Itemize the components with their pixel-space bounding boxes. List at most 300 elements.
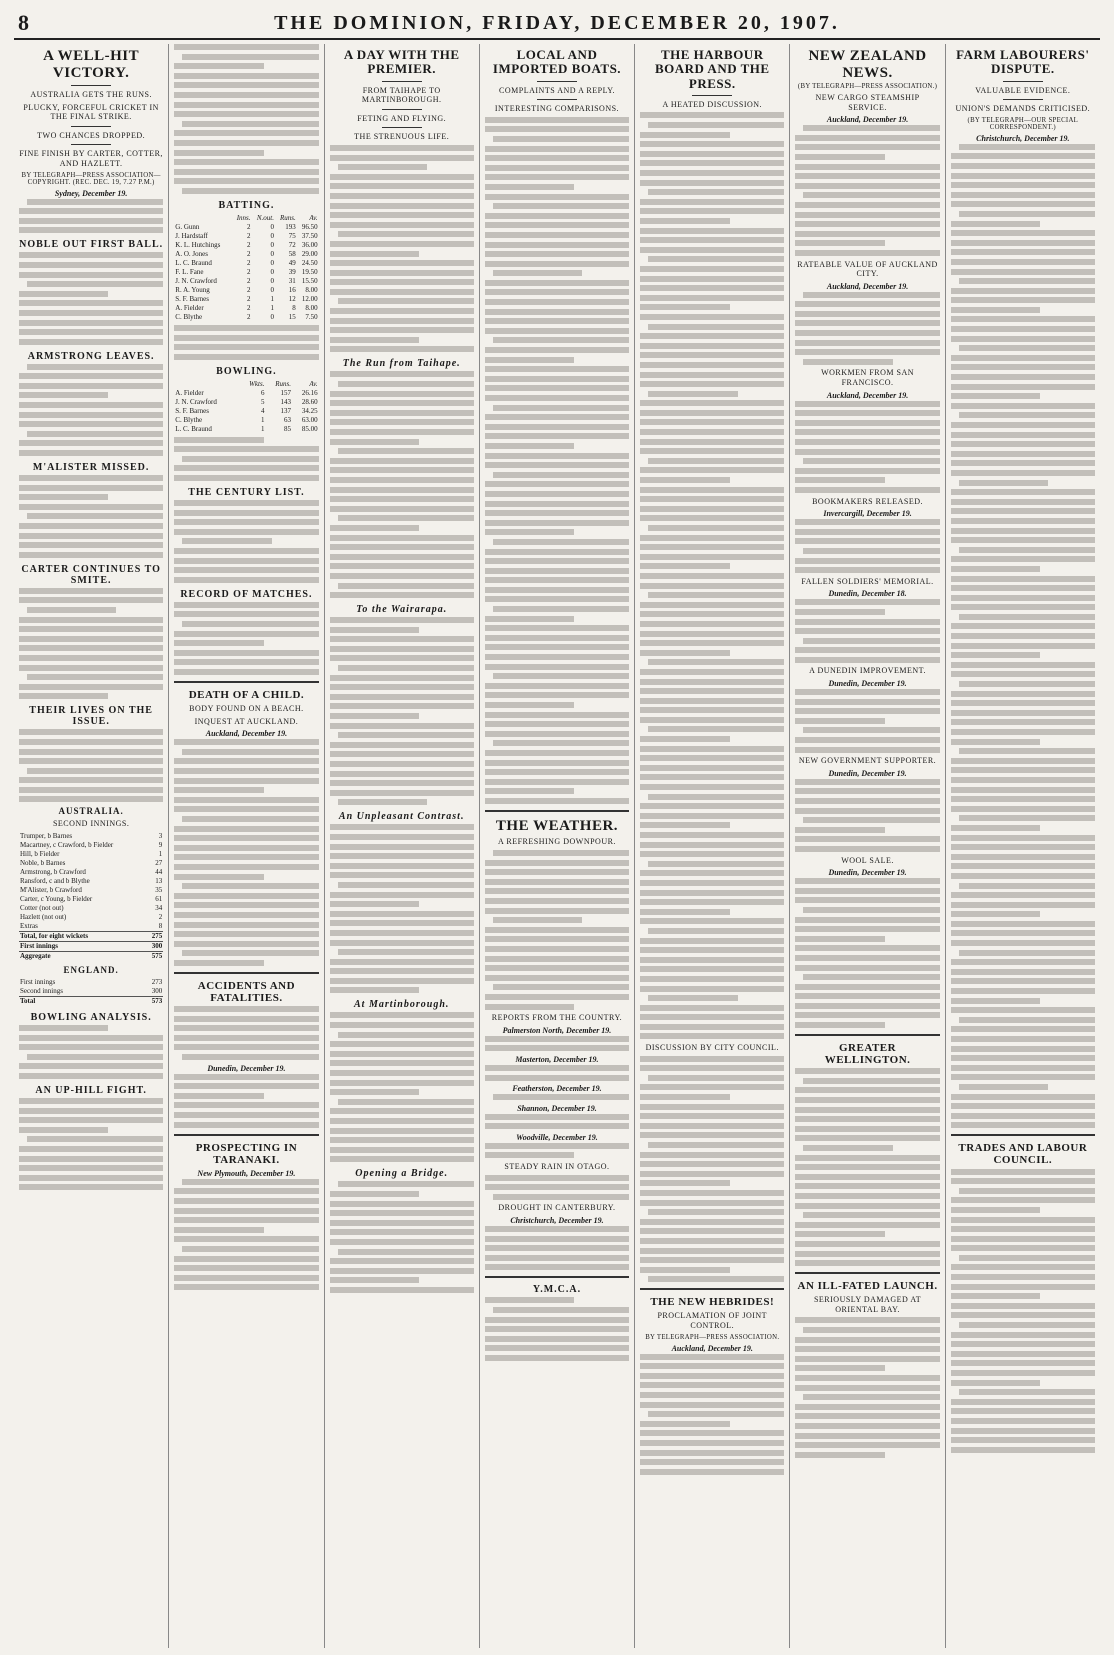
text-line bbox=[485, 721, 629, 727]
launch-subhead: SERIOUSLY DAMAGED AT ORIENTAL BAY. bbox=[813, 1295, 922, 1314]
launch-head: AN ILL-FATED LAUNCH. bbox=[797, 1280, 938, 1293]
text-line bbox=[330, 1277, 419, 1283]
text-line bbox=[795, 420, 939, 426]
text-line bbox=[19, 300, 163, 306]
text-line bbox=[330, 563, 474, 569]
text-line bbox=[485, 184, 574, 190]
text-line bbox=[19, 729, 163, 735]
text-line bbox=[330, 487, 474, 493]
text-line bbox=[174, 1188, 318, 1194]
text-line bbox=[640, 1450, 784, 1456]
text-line bbox=[951, 787, 1095, 793]
text-line bbox=[330, 1268, 474, 1274]
text-line bbox=[174, 631, 318, 637]
text-line bbox=[330, 260, 474, 266]
text-line bbox=[951, 854, 1095, 860]
text-line bbox=[174, 73, 318, 79]
text-line bbox=[640, 890, 784, 896]
text-line bbox=[485, 750, 629, 756]
text-line bbox=[174, 826, 318, 832]
text-line bbox=[174, 1284, 318, 1290]
text-line bbox=[640, 1219, 784, 1225]
text-line bbox=[330, 477, 474, 483]
drought-head: DROUGHT IN CANTERBURY. bbox=[498, 1203, 616, 1213]
text-line bbox=[951, 1103, 1095, 1109]
nz-section-5: FALLEN SOLDIERS' MEMORIAL. bbox=[801, 576, 934, 586]
hebrides-dateline: Auckland, December 19. bbox=[671, 1343, 753, 1353]
text-line bbox=[640, 343, 784, 349]
nz-dateline-8: Dunedin, December 19. bbox=[828, 868, 907, 878]
text-line bbox=[174, 778, 318, 784]
text-line bbox=[174, 787, 263, 793]
column-4-boats-weather bbox=[479, 44, 634, 1648]
nz-dateline-2: Auckland, December 19. bbox=[826, 281, 909, 291]
stat-row: F. L. Fane 2 0 39 19.50 bbox=[175, 267, 318, 276]
text-line bbox=[174, 758, 318, 764]
text-line bbox=[19, 475, 163, 481]
text-line bbox=[174, 140, 318, 146]
text-line bbox=[485, 946, 629, 952]
text-line bbox=[330, 713, 419, 719]
text-line bbox=[951, 1332, 1095, 1338]
text-line bbox=[174, 335, 318, 341]
text-line bbox=[951, 297, 1095, 303]
text-line bbox=[330, 458, 474, 464]
weather-subhead: A REFRESHING DOWNPOUR. bbox=[498, 837, 616, 847]
text-line bbox=[493, 1307, 629, 1313]
text-line bbox=[330, 525, 419, 531]
column-2-averages bbox=[168, 44, 323, 1648]
text-line bbox=[493, 203, 629, 209]
boats-subhead-2: INTERESTING COMPARISONS. bbox=[494, 104, 620, 114]
text-line bbox=[19, 504, 163, 510]
text-line bbox=[640, 1094, 729, 1100]
text-line bbox=[485, 1152, 574, 1158]
text-line bbox=[485, 769, 629, 775]
dateline-masterton: Masterton, December 19. bbox=[515, 1054, 599, 1064]
text-line bbox=[182, 950, 318, 956]
text-line bbox=[338, 665, 474, 671]
text-line bbox=[493, 850, 629, 856]
text-line bbox=[338, 949, 474, 955]
text-line bbox=[951, 902, 1095, 908]
text-line bbox=[330, 703, 474, 709]
text-line bbox=[330, 872, 474, 878]
text-line bbox=[330, 1060, 474, 1066]
text-line bbox=[951, 758, 1095, 764]
text-line bbox=[640, 352, 784, 358]
text-line bbox=[19, 339, 163, 345]
text-line bbox=[174, 1035, 318, 1041]
text-line bbox=[640, 1459, 784, 1465]
text-line bbox=[19, 373, 163, 379]
text-line bbox=[640, 976, 784, 982]
text-line bbox=[803, 817, 939, 823]
text-line bbox=[330, 694, 474, 700]
text-line bbox=[174, 1083, 318, 1089]
text-line bbox=[174, 1256, 318, 1262]
text-line bbox=[795, 955, 939, 961]
text-line bbox=[19, 739, 163, 745]
text-line bbox=[951, 1312, 1095, 1318]
text-line bbox=[951, 528, 1095, 534]
text-line bbox=[330, 467, 474, 473]
text-line bbox=[330, 496, 474, 502]
text-line bbox=[795, 945, 939, 951]
text-line bbox=[485, 424, 629, 430]
text-line bbox=[174, 529, 318, 535]
cricket-section-3: M'ALISTER MISSED. bbox=[32, 462, 150, 474]
text-line bbox=[951, 1036, 1095, 1042]
text-line bbox=[640, 938, 784, 944]
text-line bbox=[795, 567, 939, 573]
text-line bbox=[951, 1226, 1095, 1232]
text-line bbox=[951, 240, 1095, 246]
text-line bbox=[19, 1175, 163, 1181]
score-total-row: Total 573 bbox=[20, 997, 163, 1006]
text-line bbox=[174, 1025, 318, 1031]
text-line bbox=[803, 974, 939, 980]
stat-row: J. Hardstaff 2 0 75 37.50 bbox=[175, 231, 318, 240]
text-line bbox=[485, 888, 629, 894]
text-line bbox=[485, 232, 629, 238]
text-line bbox=[640, 199, 784, 205]
text-line bbox=[640, 1132, 784, 1138]
text-line bbox=[951, 422, 1095, 428]
text-line bbox=[803, 192, 939, 198]
text-line bbox=[174, 130, 318, 136]
text-line bbox=[485, 616, 574, 622]
text-line bbox=[338, 799, 427, 805]
text-line bbox=[182, 54, 318, 60]
text-line bbox=[174, 82, 318, 88]
text-line bbox=[338, 448, 474, 454]
text-line bbox=[330, 723, 474, 729]
text-line bbox=[485, 644, 629, 650]
stat-row: S. F. Barnes 2 1 12 12.00 bbox=[175, 294, 318, 303]
text-line bbox=[959, 1389, 1095, 1395]
text-line bbox=[330, 1080, 474, 1086]
text-line bbox=[330, 145, 474, 151]
nz-dateline-1: Auckland, December 19. bbox=[826, 115, 909, 125]
text-line bbox=[795, 1337, 939, 1343]
text-line bbox=[330, 959, 474, 965]
text-line bbox=[330, 1239, 474, 1245]
text-line bbox=[485, 261, 629, 267]
text-line bbox=[640, 285, 784, 291]
new-plymouth-dateline: New Plymouth, December 19. bbox=[197, 1168, 296, 1178]
text-line bbox=[648, 659, 784, 665]
text-line bbox=[174, 325, 318, 331]
text-line bbox=[795, 609, 884, 615]
text-line bbox=[330, 535, 474, 541]
text-line bbox=[795, 154, 884, 160]
text-line bbox=[795, 1260, 939, 1266]
text-line bbox=[803, 1394, 939, 1400]
text-line bbox=[795, 1375, 939, 1381]
text-line bbox=[951, 921, 1095, 927]
text-line bbox=[795, 689, 939, 695]
text-line bbox=[640, 314, 784, 320]
text-line bbox=[330, 911, 474, 917]
text-line bbox=[640, 1056, 784, 1062]
newspaper-title: THE DOMINION, FRIDAY, DECEMBER 20, 1907. bbox=[274, 12, 840, 34]
text-line bbox=[485, 625, 629, 631]
text-line bbox=[640, 669, 784, 675]
text-line bbox=[640, 1033, 784, 1039]
text-line bbox=[640, 400, 784, 406]
text-line bbox=[640, 784, 784, 790]
text-line bbox=[485, 1004, 574, 1010]
text-line bbox=[951, 489, 1095, 495]
text-line bbox=[330, 592, 474, 598]
text-line bbox=[174, 169, 318, 175]
text-line bbox=[640, 822, 729, 828]
column-1-cricket bbox=[14, 44, 168, 1648]
text-line bbox=[640, 228, 784, 234]
text-line bbox=[174, 548, 318, 554]
text-line bbox=[485, 596, 629, 602]
text-line bbox=[330, 617, 474, 623]
text-line bbox=[19, 617, 163, 623]
text-line bbox=[951, 978, 1095, 984]
text-line bbox=[174, 602, 318, 608]
text-line bbox=[485, 788, 574, 794]
text-line bbox=[330, 761, 474, 767]
stat-row: S. F. Barnes 4 137 34.25 bbox=[175, 406, 318, 415]
stat-row: J. N. Crawford 5 143 28.60 bbox=[175, 397, 318, 406]
text-line bbox=[795, 1107, 939, 1113]
premier-headline: A DAY WITH THE PREMIER. bbox=[343, 47, 460, 77]
text-line bbox=[19, 626, 163, 632]
text-line bbox=[174, 941, 318, 947]
text-line bbox=[27, 674, 163, 680]
text-line bbox=[951, 643, 1095, 649]
text-line bbox=[19, 636, 163, 642]
text-line bbox=[951, 998, 1040, 1004]
text-line bbox=[959, 748, 1095, 754]
score-row: First innings 273 bbox=[20, 978, 163, 987]
text-line bbox=[803, 292, 939, 298]
text-line bbox=[795, 250, 939, 256]
text-line bbox=[640, 1267, 729, 1273]
text-line bbox=[951, 441, 1095, 447]
text-line bbox=[485, 908, 629, 914]
text-line bbox=[330, 1258, 474, 1264]
text-line bbox=[795, 164, 939, 170]
text-line bbox=[951, 1380, 1040, 1386]
text-line bbox=[640, 276, 784, 282]
nz-dateline-7: Dunedin, December 19. bbox=[828, 768, 907, 778]
text-line bbox=[330, 1229, 474, 1235]
text-line bbox=[338, 882, 474, 888]
text-line bbox=[648, 1411, 784, 1417]
text-line bbox=[485, 376, 629, 382]
text-line bbox=[640, 1024, 784, 1030]
text-line bbox=[19, 1035, 163, 1041]
page-number: 8 bbox=[18, 10, 29, 35]
text-line bbox=[485, 414, 629, 420]
text-line bbox=[640, 1248, 784, 1254]
dateline-featherston: Featherston, December 19. bbox=[512, 1084, 602, 1094]
text-line bbox=[19, 1098, 163, 1104]
text-line bbox=[174, 768, 318, 774]
text-line bbox=[640, 112, 784, 118]
cricket-subhead-2: PLUCKY, FORCEFUL CRICKET IN THE FINAL STRIKE. bbox=[23, 102, 159, 122]
text-line bbox=[951, 1074, 1095, 1080]
text-line bbox=[951, 1055, 1095, 1061]
text-line bbox=[648, 458, 784, 464]
text-line bbox=[795, 647, 939, 653]
text-line bbox=[959, 1084, 1048, 1090]
text-line bbox=[330, 308, 474, 314]
text-line bbox=[330, 892, 474, 898]
text-line bbox=[959, 950, 1095, 956]
boats-subhead-1: COMPLAINTS AND A REPLY. bbox=[499, 85, 615, 95]
text-line bbox=[795, 1452, 884, 1458]
text-line bbox=[648, 256, 784, 262]
text-line bbox=[338, 515, 474, 521]
text-line bbox=[648, 1075, 784, 1081]
text-line bbox=[640, 573, 784, 579]
text-line bbox=[174, 92, 318, 98]
score-row: M'Alister, b Crawford 35 bbox=[20, 886, 163, 895]
text-line bbox=[330, 1041, 474, 1047]
text-line bbox=[951, 844, 1095, 850]
text-line bbox=[640, 1104, 784, 1110]
text-line bbox=[795, 1126, 939, 1132]
text-line bbox=[795, 1003, 939, 1009]
text-line bbox=[27, 1054, 163, 1060]
text-line bbox=[795, 699, 939, 705]
text-line bbox=[19, 796, 163, 802]
columns bbox=[14, 44, 1100, 1648]
stat-row: K. L. Hutchings 2 0 72 36.00 bbox=[175, 240, 318, 249]
text-line bbox=[19, 693, 108, 699]
text-line bbox=[795, 144, 939, 150]
text-line bbox=[174, 437, 263, 443]
text-line bbox=[640, 304, 729, 310]
text-line bbox=[485, 779, 629, 785]
text-line bbox=[640, 170, 784, 176]
text-line bbox=[795, 529, 939, 535]
text-line bbox=[640, 1180, 729, 1186]
text-line bbox=[795, 340, 939, 346]
text-line bbox=[485, 347, 629, 353]
text-line bbox=[795, 401, 939, 407]
stat-row: L. C. Braund 2 0 49 24.50 bbox=[175, 258, 318, 267]
text-line bbox=[959, 480, 1048, 486]
text-line bbox=[330, 920, 474, 926]
record-of-matches-head: RECORD OF MATCHES. bbox=[180, 588, 313, 600]
text-line bbox=[338, 732, 474, 738]
bowling-head: BOWLING. bbox=[216, 365, 277, 377]
team-australia: AUSTRALIA. bbox=[58, 806, 124, 817]
text-line bbox=[795, 1317, 939, 1323]
text-line bbox=[174, 864, 318, 870]
text-line bbox=[640, 909, 729, 915]
text-line bbox=[951, 355, 1095, 361]
text-line bbox=[493, 136, 629, 142]
text-line bbox=[795, 1068, 939, 1074]
text-line bbox=[493, 1194, 629, 1200]
batting-head: BATTING. bbox=[218, 199, 275, 211]
text-line bbox=[330, 429, 474, 435]
text-line bbox=[640, 602, 784, 608]
text-line bbox=[951, 1274, 1095, 1280]
text-line bbox=[951, 153, 1095, 159]
text-line bbox=[951, 374, 1095, 380]
text-line bbox=[485, 433, 629, 439]
text-line bbox=[485, 860, 629, 866]
text-line bbox=[648, 995, 737, 1001]
text-line bbox=[174, 1236, 318, 1242]
text-line bbox=[951, 1360, 1095, 1366]
text-line bbox=[959, 547, 1095, 553]
text-line bbox=[485, 146, 629, 152]
cricket-section-5: THEIR LIVES ON THE ISSUE. bbox=[29, 705, 153, 728]
text-line bbox=[951, 230, 1095, 236]
text-line bbox=[951, 508, 1095, 514]
text-line bbox=[338, 583, 474, 589]
text-line bbox=[182, 538, 271, 544]
text-line bbox=[640, 362, 784, 368]
text-line bbox=[485, 731, 629, 737]
text-line bbox=[795, 202, 939, 208]
text-line bbox=[640, 1469, 784, 1475]
text-line bbox=[951, 432, 1095, 438]
text-line bbox=[485, 975, 629, 981]
text-line bbox=[19, 383, 163, 389]
text-line bbox=[795, 212, 939, 218]
text-line bbox=[951, 777, 1095, 783]
text-line bbox=[951, 1236, 1095, 1242]
text-line bbox=[485, 357, 574, 363]
text-line bbox=[485, 635, 629, 641]
score-row: Carter, c Young, b Fielder 61 bbox=[20, 895, 163, 904]
stat-row: C. Blythe 2 0 15 7.50 bbox=[175, 312, 318, 321]
text-line bbox=[795, 135, 939, 141]
text-line bbox=[485, 965, 629, 971]
text-line bbox=[951, 1169, 1095, 1175]
text-line bbox=[330, 554, 474, 560]
text-line bbox=[795, 1087, 939, 1093]
text-line bbox=[640, 496, 784, 502]
text-line bbox=[485, 936, 629, 942]
text-line bbox=[959, 1017, 1095, 1023]
text-line bbox=[640, 333, 784, 339]
text-line bbox=[795, 538, 939, 544]
text-line bbox=[640, 1421, 729, 1427]
text-line bbox=[330, 901, 419, 907]
text-line bbox=[485, 1184, 629, 1190]
text-line bbox=[951, 940, 1095, 946]
text-line bbox=[951, 1178, 1095, 1184]
text-line bbox=[795, 718, 884, 724]
text-line bbox=[795, 183, 939, 189]
text-line bbox=[19, 552, 163, 558]
text-line bbox=[330, 318, 474, 324]
text-line bbox=[330, 790, 474, 796]
text-line bbox=[951, 604, 1095, 610]
text-line bbox=[330, 863, 474, 869]
text-line bbox=[951, 700, 1095, 706]
text-line bbox=[640, 1354, 784, 1360]
text-line bbox=[485, 702, 574, 708]
cricket-headline: A WELL-HIT VICTORY. bbox=[43, 48, 140, 81]
text-line bbox=[174, 354, 318, 360]
text-line bbox=[640, 1065, 784, 1071]
